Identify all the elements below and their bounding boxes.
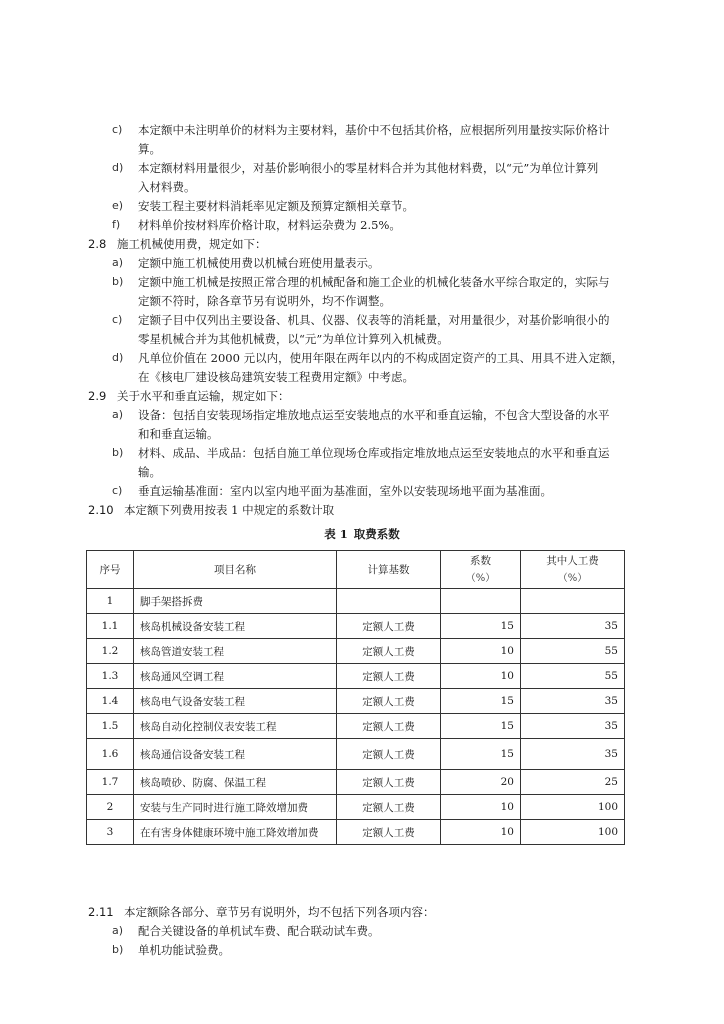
cell-base [337, 589, 441, 614]
cell-coefficient: 10 [441, 820, 521, 845]
section-title: 关于水平和垂直运输，规定如下： [117, 389, 290, 403]
section-title: 本定额下列费用按表 1 中规定的系数计取 [124, 503, 335, 517]
cell-no: 1.2 [87, 639, 134, 664]
cell-labor-share: 100 [521, 820, 625, 845]
table-row [87, 714, 625, 739]
cell-base: 定额人工费 [337, 739, 441, 770]
cell-coefficient: 10 [441, 795, 521, 820]
section-number: 2.8 [88, 237, 107, 251]
section-title: 本定额除各部分、章节另有说明外，均不包括下列各项内容： [124, 905, 435, 919]
cell-coefficient: 15 [441, 739, 521, 770]
cell-no: 1.5 [87, 714, 134, 739]
paragraph-line: 单机功能试验费。 [138, 943, 230, 957]
paragraph-line: 定额中施工机械是按照正常合理的机械配备和施工企业的机械化装备水平综合取定的，实际与 [138, 275, 610, 289]
cell-no: 3 [87, 820, 134, 845]
paragraph-line: 和和垂直运输。 [138, 427, 219, 441]
cell-labor-share [521, 589, 625, 614]
table-row [87, 770, 625, 795]
cell-base: 定额人工费 [337, 714, 441, 739]
paragraph-line: 本定额中未注明单价的材料为主要材料，基价中不包括其价格，应根据所列用量按实际价格计 [138, 123, 610, 137]
cell-base: 定额人工费 [337, 639, 441, 664]
cell-item-name: 脚手架搭拆费 [134, 589, 337, 614]
cell-no: 1.7 [87, 770, 134, 795]
cell-coefficient: 10 [441, 639, 521, 664]
table-row [87, 614, 625, 639]
item-marker: d) [112, 161, 124, 174]
cell-base: 定额人工费 [337, 820, 441, 845]
cell-base: 定额人工费 [337, 770, 441, 795]
cell-item-name: 在有害身体健康环境中施工降效增加费 [134, 820, 337, 845]
paragraph-line: 定额中施工机械使用费以机械台班使用量表示。 [138, 256, 380, 270]
cell-item-name: 核岛管道安装工程 [134, 639, 337, 664]
header-no: 序号 [87, 551, 134, 589]
paragraph-line: 本定额材料用量很少，对基价影响很小的零星材料合并为其他材料费，以“元”为单位计算列 [138, 161, 599, 175]
cell-labor-share: 55 [521, 639, 625, 664]
paragraph-line: 零星机械合并为其他机械费，以“元”为单位计算列入机械费。 [138, 332, 449, 346]
item-marker: a) [112, 924, 124, 937]
cell-no: 2 [87, 795, 134, 820]
cell-item-name: 核岛自动化控制仪表安装工程 [134, 714, 337, 739]
cell-coefficient: 10 [441, 664, 521, 689]
header-coef [441, 551, 521, 589]
table-row [87, 820, 625, 845]
cell-item-name: 核岛电气设备安装工程 [134, 689, 337, 714]
cell-no: 1.4 [87, 689, 134, 714]
cell-labor-share: 55 [521, 664, 625, 689]
header-labor-label: 其中人工费 [546, 554, 599, 567]
cell-base: 定额人工费 [337, 614, 441, 639]
cell-base: 定额人工费 [337, 795, 441, 820]
header-labor-unit: （%） [557, 572, 588, 584]
header-name: 项目名称 [134, 551, 337, 589]
cell-item-name: 核岛通信设备安装工程 [134, 739, 337, 770]
section-number: 2.9 [88, 389, 107, 403]
table-header-row [87, 551, 625, 589]
item-marker: b) [112, 943, 124, 956]
item-marker: b) [112, 275, 124, 288]
table-row [87, 689, 625, 714]
paragraph-line: 垂直运输基准面：室内以室内地平面为基准面，室外以安装现场地平面为基准面。 [138, 484, 552, 498]
cell-labor-share: 35 [521, 714, 625, 739]
paragraph-line: 输。 [138, 465, 161, 479]
cell-item-name: 核岛喷砂、防腐、保温工程 [134, 770, 337, 795]
paragraph-line: 定额不符时，除各章节另有说明外，均不作调整。 [138, 294, 391, 308]
cell-coefficient: 15 [441, 614, 521, 639]
table-row [87, 589, 625, 614]
fee-coefficient-table [86, 550, 625, 845]
header-base: 计算基数 [337, 551, 441, 589]
paragraph-line: 定额子目中仅列出主要设备、机具、仪器、仪表等的消耗量，对用量很少，对基价影响很小的 [138, 313, 610, 327]
section-title: 施工机械使用费，规定如下： [117, 237, 267, 251]
table-row [87, 795, 625, 820]
cell-item-name: 安装与生产同时进行施工降效增加费 [134, 795, 337, 820]
paragraph-line: 安装工程主要材料消耗率见定额及预算定额相关章节。 [138, 199, 414, 213]
cell-no: 1.1 [87, 614, 134, 639]
paragraph-line: 设备：包括自安装现场指定堆放地点运至安装地点的水平和垂直运输，不包含大型设备的水平 [138, 408, 610, 422]
section-number: 2.10 [88, 503, 114, 517]
paragraph-line: 材料、成品、半成品：包括自施工单位现场仓库或指定堆放地点运至安装地点的水平和垂直运 [138, 446, 610, 460]
cell-item-name: 核岛机械设备安装工程 [134, 614, 337, 639]
table-caption-number: 表 1 [324, 527, 348, 541]
paragraph-line: 材料单价按材料库价格计取，材料运杂费为 2.5%。 [138, 218, 401, 232]
paragraph-line: 入材料费。 [138, 180, 196, 194]
table-caption [0, 526, 724, 542]
item-marker: f) [112, 218, 121, 231]
cell-coefficient: 15 [441, 689, 521, 714]
cell-item-name: 核岛通风空调工程 [134, 664, 337, 689]
item-marker: b) [112, 446, 124, 459]
cell-labor-share: 35 [521, 614, 625, 639]
cell-no: 1.6 [87, 739, 134, 770]
item-marker: c) [112, 123, 123, 136]
table-row [87, 639, 625, 664]
cell-coefficient: 15 [441, 714, 521, 739]
cell-labor-share: 25 [521, 770, 625, 795]
table-caption-title: 取费系数 [353, 527, 400, 541]
item-marker: a) [112, 256, 124, 269]
header-coef-label: 系数 [470, 554, 491, 567]
table-row [87, 664, 625, 689]
item-marker: e) [112, 199, 124, 212]
cell-labor-share: 35 [521, 689, 625, 714]
paragraph-line: 在《核电厂建设核岛建筑安装工程费用定额》中考虑。 [138, 370, 414, 384]
cell-labor-share: 100 [521, 795, 625, 820]
header-labor [521, 551, 625, 589]
paragraph-line: 凡单位价值在 2000 元以内，使用年限在两年以内的不构成固定资产的工具、用具不进入定额， [138, 351, 624, 365]
item-marker: d) [112, 351, 124, 364]
section-number: 2.11 [88, 905, 114, 919]
header-coef-unit: （%） [465, 572, 496, 584]
item-marker: c) [112, 484, 123, 497]
paragraph-line: 配合关键设备的单机试车费、配合联动试车费。 [138, 924, 380, 938]
cell-base: 定额人工费 [337, 664, 441, 689]
item-marker: a) [112, 408, 124, 421]
cell-coefficient [441, 589, 521, 614]
item-marker: c) [112, 313, 123, 326]
cell-no: 1 [87, 589, 134, 614]
cell-labor-share: 35 [521, 739, 625, 770]
paragraph-line: 算。 [138, 142, 161, 156]
cell-base: 定额人工费 [337, 689, 441, 714]
cell-no: 1.3 [87, 664, 134, 689]
table-row [87, 739, 625, 770]
cell-coefficient: 20 [441, 770, 521, 795]
